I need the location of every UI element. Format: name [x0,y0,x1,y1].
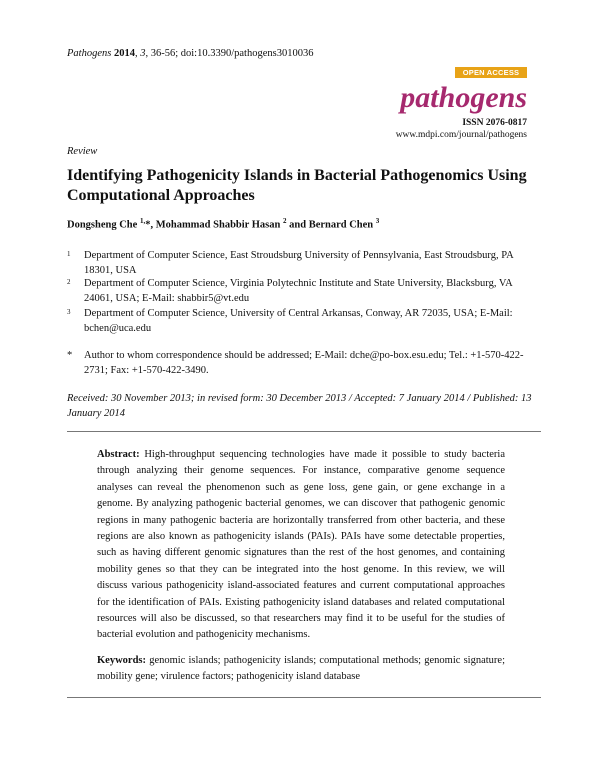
journal-short: Pathogens [67,48,112,59]
author-name: Mohammad Shabbir Hasan [155,219,281,231]
divider [67,697,541,698]
journal-url: www.mdpi.com/journal/pathogens [395,130,527,140]
author-name: Bernard Chen [308,219,374,231]
corresponding-mark: * [145,219,151,231]
publication-dates: Received: 30 November 2013; in revised form: 30 December 2013 / Accepted: 7 January 2014 / Published: 13 January 2014 [67,393,532,419]
keywords [97,653,505,686]
citation-volume: 3 [140,48,146,59]
author-list: Dongsheng Che $^{1,}$*, Mohammad Shabbir Hasan $^2$ and Bernard Chen $^3$ [67,217,380,231]
correspondence-text: Author to whom correspondence should be addressed; E-Mail: dche@po-box.esu.edu; Tel.: +1-570-422-2731; Fax: +1-570-422-3490. [84,350,524,376]
author-sup: 3 [375,217,380,225]
open-access-badge: OPEN ACCESS [455,67,527,78]
affiliation-text: Department of Computer Science, Virginia Polytechnic Institute and State University, Blacksburg, VA 24061, USA; E-Mail: shabbir5@vt.edu [84,278,513,304]
keywords-text: genomic islands; pathogenicity islands; computational methods; genomic signature; mobility gene; virulence factors; pathogenicity island database [97,655,506,683]
article-title: Identifying Pathogenicity Islands in Bacterial Pathogenomics Using Computational Approaches [67,167,527,204]
keywords-label: Keywords: [97,655,146,666]
abstract-text: High-throughput sequencing technologies have made it possible to study bacteria through analyzing their genome sequences. For instance, comparative genome sequence analyses can reveal the phenomenon such as gene loss, gene gain, or gene exchange in a genome. By analyzing pathogenic bacterial genomes, we can discover that pathogenic genomic regions in many pathogenic bacteria are horizontally transferred from other bacteria, and these regions are also known as pathogenicity islands (PAIs). PAIs have some detectable properties, such as having different genomic signatures than the rest of the host genomes, and containing mobility genes so that they can be integrated into the host genome. In this review, we will discuss various pathogenicity island-associated features and current computational approaches for the identification of PAIs. Existing pathogenicity island databases and related computational resources will also be discussed, so that researchers may find it to be useful for the studies of bacterial evolution and pathogenicity mechanisms. [97,449,505,641]
divider [67,431,541,432]
article-type: Review [67,146,98,157]
affiliation-text: Department of Computer Science, East Stroudsburg University of Pennsylvania, East Stroudsburg, PA 18301, USA [84,250,514,276]
abstract [97,447,505,644]
citation-line: Pathogens 2014, 3, 36-56; doi:10.3390/pathogens3010036 [67,48,314,59]
author-sup: 1, [139,217,146,225]
author-sup: 2 [283,217,287,225]
issn: ISSN 2076-0817 [462,118,527,128]
citation-year: 2014 [113,48,135,59]
citation-pages-doi: 36-56; doi:10.3390/pathogens3010036 [150,48,314,59]
author-name: Dongsheng Che [67,219,138,231]
affiliation-text: Department of Computer Science, University of Central Arkansas, Conway, AR 72035, USA; E-Mail: bchen@uca.edu [84,308,513,334]
abstract-label: Abstract: [97,449,140,460]
journal-logo: pathogens [400,81,527,114]
